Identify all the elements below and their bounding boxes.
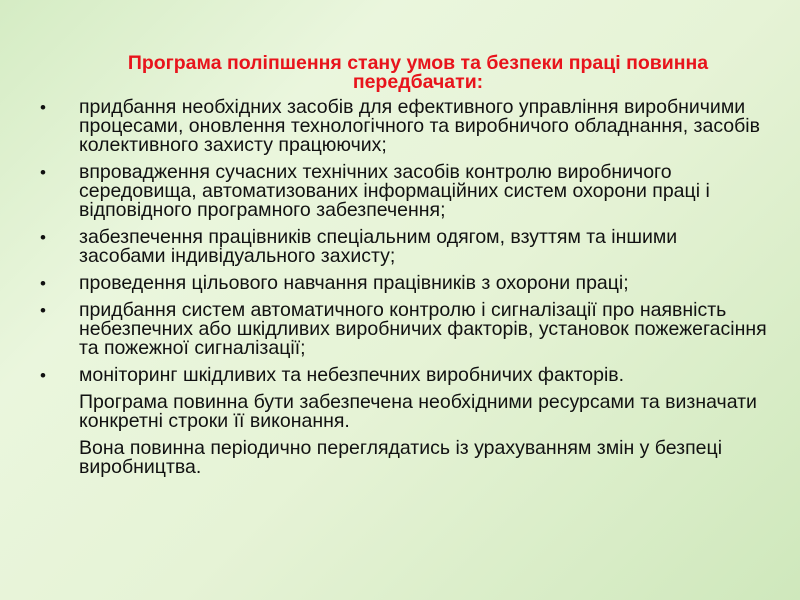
bullet-icon: •	[40, 98, 46, 117]
list-item	[38, 163, 768, 220]
list-item	[38, 228, 768, 266]
bullet-icon: •	[40, 274, 46, 293]
list-item-text: забезпечення працівників спеціальним одягом, взуттям та іншими засобами індивідуального захисту;	[79, 226, 678, 267]
list-item-text: моніторинг шкідливих та небезпечних виробничих факторів.	[79, 364, 625, 386]
slide-title: Програма поліпшення стану умов та безпеки праці повинна передбачати:	[127, 52, 709, 93]
list-item-text: придбання необхідних засобів для ефективного управління виробничими процесами, оновлення технологічного та виробничого обладнання, засобів колективного захисту працюючих;	[79, 96, 760, 156]
list-item	[38, 366, 768, 385]
list-item	[38, 301, 768, 358]
bullet-icon: •	[40, 301, 46, 320]
list-item-text: впровадження сучасних технічних засобів контролю виробничого середовища, автоматизованих інформаційних систем охорони праці і відповідного програмного забезпечення;	[79, 161, 710, 221]
closing-paragraph-resources: Програма повинна бути забезпечена необхідними ресурсами та визначати конкретні строки її виконання.	[79, 391, 757, 432]
bullet-icon: •	[40, 163, 46, 182]
list-item-text: проведення цільового навчання працівників з охорони праці;	[79, 272, 629, 294]
list-item	[38, 274, 768, 293]
list-item-text: придбання систем автоматичного контролю і сигналізації про наявність небезпечних або шкідливих виробничих факторів, установок пожежегасіння та пожежної сигналізації;	[79, 299, 767, 359]
bullet-icon: •	[40, 228, 46, 247]
slide-content	[38, 54, 768, 485]
bullet-icon: •	[40, 366, 46, 385]
list-item	[38, 98, 768, 155]
closing-paragraph-review: Вона повинна періодично переглядатись із урахуванням змін у безпеці виробництва.	[79, 437, 723, 478]
